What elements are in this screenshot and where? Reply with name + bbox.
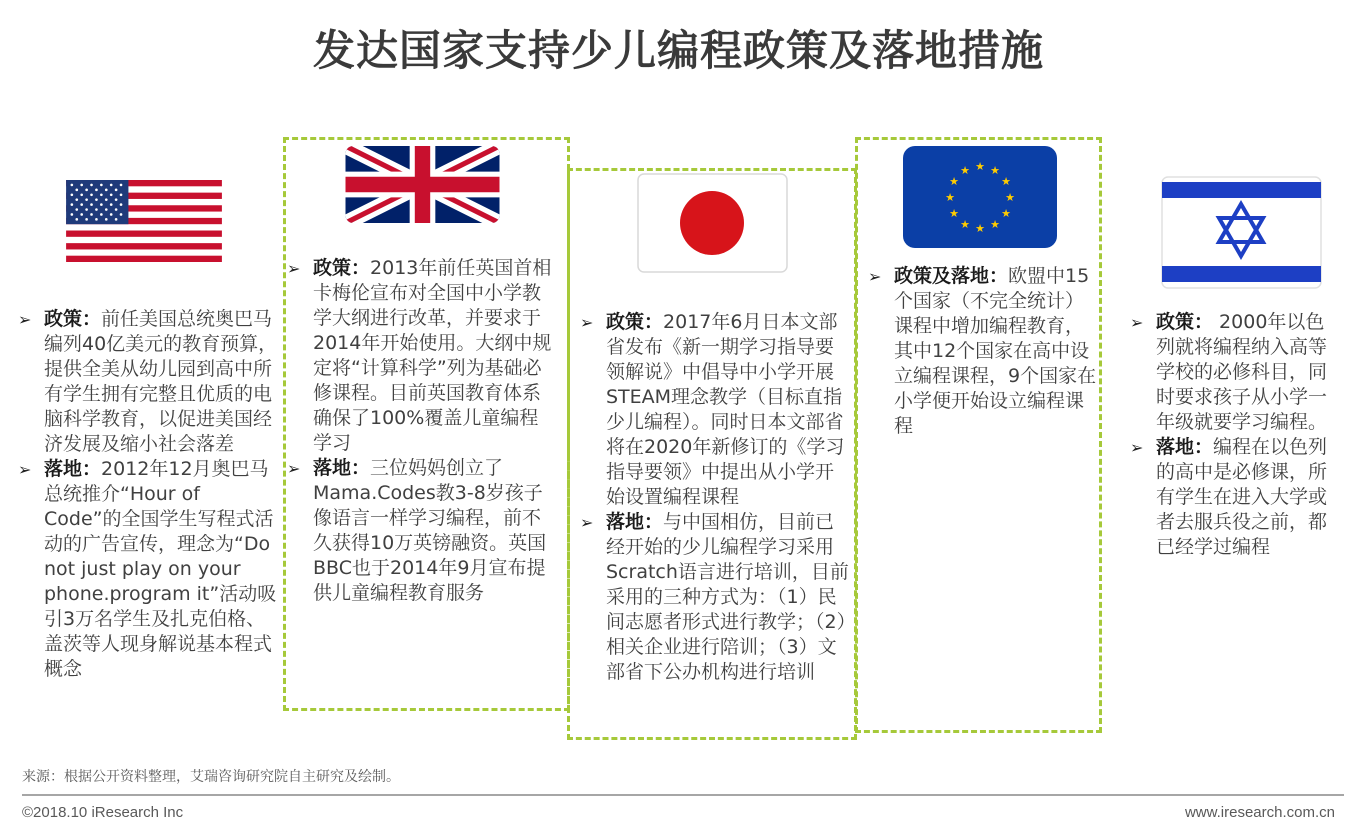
svg-text:★: ★ (1001, 207, 1011, 220)
item-text: 编程在以色列的高中是必修课，所有学生在进入大学或者去服兵役之前，都已经学过编程 (1156, 436, 1328, 558)
uk-column (285, 256, 557, 606)
eu-policy-implementation (866, 264, 1098, 439)
item-label: 政策： (313, 257, 371, 279)
uk-flag (344, 146, 501, 223)
svg-text:★: ★ (975, 222, 985, 235)
item-text: 与中国相仿，目前已经开始的少儿编程学习采用Scratch语言进行培训，目前采用的三种方式为：（1）民间志愿者形式进行教学；（2）相关企业进行陪训；（3）文部省下公办机构进行培训 (606, 511, 849, 683)
usa-flag (66, 180, 222, 262)
source-note: 来源：根据公开资料整理，艾瑞咨询研究院自主研究及绘制。 (22, 769, 400, 785)
copyright: ©2018.10 iResearch Inc (22, 804, 184, 821)
usa-policy (16, 307, 278, 457)
arrow-bullet-icon: ➢ (287, 459, 301, 478)
item-text: 2017年6月日本文部省发布《新一期学习指导要领解说》中倡导中小学开展STEAM理念教学（目标直指少儿编程）。同时日本文部省将在2020年新修订的《学习指导要领》中提出从小学开始设置编程课程 (606, 311, 845, 508)
item-label: 政策： (606, 311, 664, 333)
item-text: 2000年以色列就将编程纳入高等学校的必修科目，同时要求孩子从小学一年级就要学习编程。 (1156, 311, 1328, 433)
israel-implementation (1128, 435, 1343, 560)
uk-implementation (285, 456, 557, 606)
israel-column (1128, 310, 1343, 560)
arrow-bullet-icon: ➢ (580, 513, 594, 532)
eu-column (866, 264, 1098, 439)
page-title: 发达国家支持少儿编程政策及落地措施 (312, 26, 1044, 75)
svg-text:★: ★ (960, 164, 970, 177)
item-label: 落地： (313, 457, 371, 479)
item-label: 落地： (1156, 436, 1214, 458)
svg-text:★: ★ (990, 218, 1000, 231)
arrow-bullet-icon: ➢ (868, 267, 882, 286)
item-label: 落地： (44, 458, 102, 480)
uk-policy (285, 256, 557, 456)
arrow-bullet-icon: ➢ (18, 310, 32, 329)
usa-implementation (16, 457, 278, 682)
footer-divider (22, 794, 1344, 796)
usa-column (16, 307, 278, 682)
svg-text:★: ★ (949, 175, 959, 188)
japan-flag (637, 173, 788, 273)
item-text: 2012年12月奥巴马总统推介“Hour of Code”的全国学生写程式活动的广告宣传，理念为“Do not just play on your phone.program it”活动吸引3万名学生及扎克伯格、盖茨等人现身解说基本程式概念 (44, 458, 277, 680)
item-text: 欧盟中15个国家（不完全统计）课程中增加编程教育，其中12个国家在高中设立编程课程，9个国家在小学便开始设立编程课程 (894, 265, 1097, 437)
item-label: 政策： (44, 308, 102, 330)
item-text: 前任美国总统奥巴马编列40亿美元的教育预算，提供全美从幼儿园到高中所有学生拥有完整且优质的电脑科学教育，以促进美国经济发展及缩小社会落差 (44, 308, 278, 455)
israel-flag (1161, 176, 1322, 289)
eu-flag (903, 146, 1057, 248)
arrow-bullet-icon: ➢ (1130, 438, 1144, 457)
svg-text:★: ★ (990, 164, 1000, 177)
svg-text:★: ★ (1005, 191, 1015, 204)
item-label: 落地： (606, 511, 664, 533)
svg-text:★: ★ (1001, 175, 1011, 188)
japan-implementation (578, 510, 850, 685)
arrow-bullet-icon: ➢ (1130, 313, 1144, 332)
japan-column (578, 310, 850, 685)
arrow-bullet-icon: ➢ (580, 313, 594, 332)
arrow-bullet-icon: ➢ (18, 460, 32, 479)
item-label: 政策及落地： (894, 265, 1009, 287)
israel-policy (1128, 310, 1343, 435)
japan-policy (578, 310, 850, 510)
svg-text:★: ★ (975, 160, 985, 173)
item-text: 2013年前任英国首相卡梅伦宣布对全国中小学教学大纲进行改革，并要求于2014年开始使用。大纲中规定将“计算科学”列为基础必修课程。目前英国教育体系确保了100%覆盖儿童编程学习 (313, 257, 552, 454)
arrow-bullet-icon: ➢ (287, 259, 301, 278)
svg-text:★: ★ (960, 218, 970, 231)
svg-text:★: ★ (945, 191, 955, 204)
svg-text:★: ★ (949, 207, 959, 220)
item-text: 三位妈妈创立了Mama.Codes教3-8岁孩子像语言一样学习编程，前不久获得10万英镑融资。英国BBC也于2014年9月宣布提供儿童编程教育服务 (313, 457, 547, 604)
item-label: 政策： (1156, 311, 1214, 333)
website-url: www.iresearch.com.cn (1184, 804, 1335, 821)
